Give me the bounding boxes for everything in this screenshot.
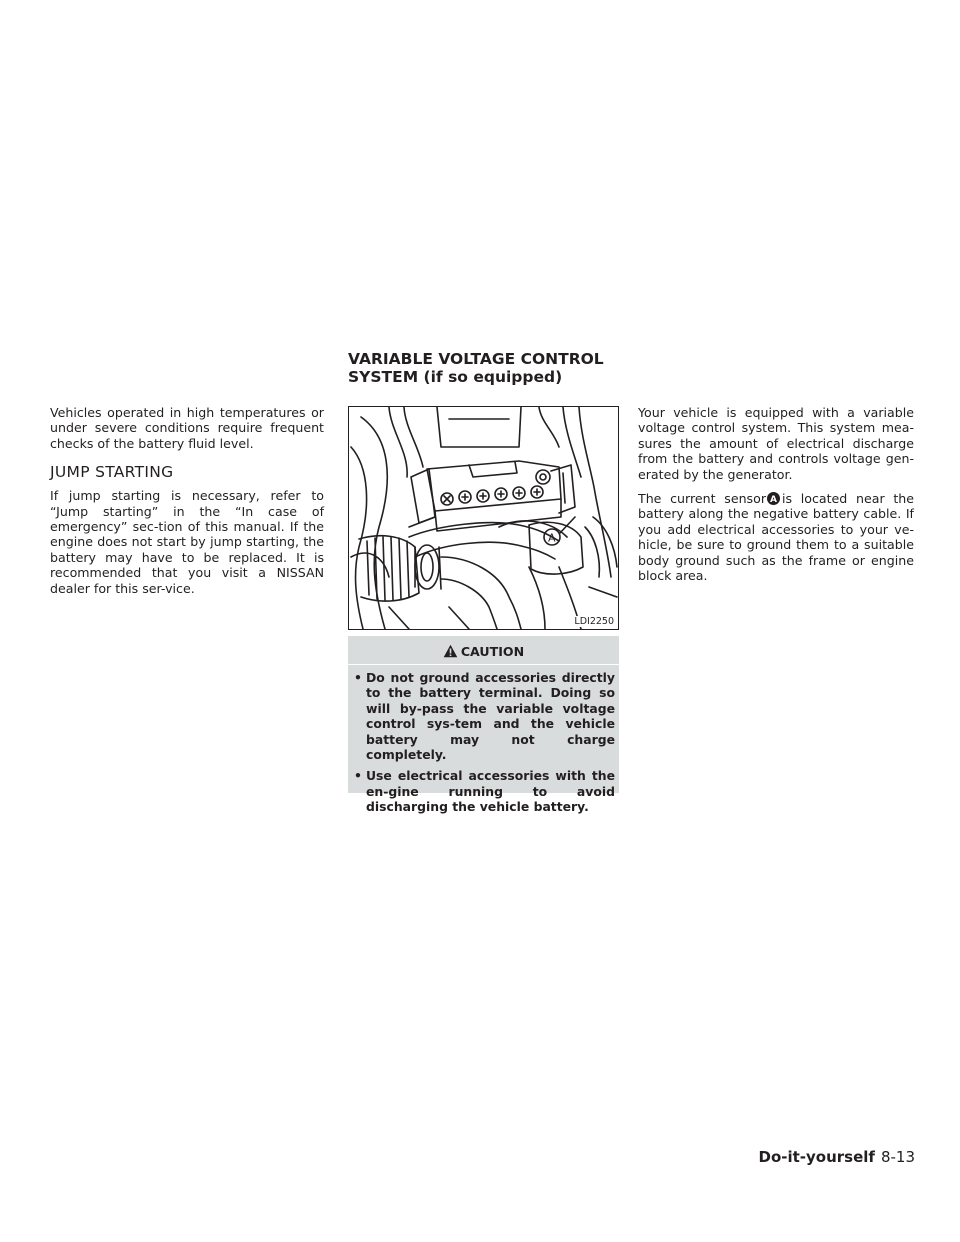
- callout-a-letter: A: [770, 495, 777, 506]
- caution-item: [354, 768, 615, 814]
- warning-triangle-icon: [443, 644, 458, 658]
- current-sensor-paragraph: [638, 491, 914, 583]
- section-heading-line1: VARIABLE VOLTAGE CONTROL: [348, 350, 604, 368]
- page-footer: [759, 1148, 916, 1166]
- caution-header: [348, 636, 619, 661]
- engine-bay-drawing: [349, 407, 618, 629]
- callout-a-icon: [767, 492, 780, 505]
- jump-starting-heading: JUMP STARTING: [50, 463, 174, 482]
- jump-starting-paragraph: If jump starting is necessary, refer to “Jump starting” in the “In case of emergency” sec-tion of this manual. If the engine does not start by jump starting, the battery may have to be replaced. It is recommended that you visit a NISSAN dealer for this ser-vice.: [50, 488, 324, 596]
- footer-page-number: 8-13: [880, 1148, 915, 1166]
- caution-item: [354, 670, 615, 762]
- variable-voltage-paragraph: Your vehicle is equipped with a variable voltage control system. This system mea-sures the amount of electrical discharge from the battery and controls voltage gen-erated by the generator.: [638, 405, 914, 482]
- current-sensor-text-start: The current sensor: [638, 491, 766, 507]
- bullet-icon: •: [354, 768, 362, 784]
- caution-item-text: Use electrical accessories with the en-gine running to avoid discharging the vehicle battery.: [366, 768, 615, 815]
- figure-callout-a: A: [548, 531, 556, 545]
- caution-list: [348, 665, 619, 815]
- footer-section-name: Do-it-yourself: [758, 1148, 875, 1166]
- caution-box: [348, 636, 619, 815]
- left-column: [50, 405, 324, 605]
- section-heading: [348, 350, 638, 386]
- current-sensor-text-end: is located near the battery along the negative battery cable. If you add electrical accessories to your ve-hicle, be sure to ground them to a suitable body ground such as the frame or engine block area.: [638, 491, 914, 584]
- engine-bay-illustration: [348, 406, 619, 630]
- caution-item-text: Do not ground accessories directly to the battery terminal. Doing so will by-pass the variable voltage control sys-tem and the vehicle battery may not charge completely.: [366, 670, 615, 763]
- bullet-icon: •: [354, 670, 362, 685]
- right-column: [638, 405, 914, 592]
- section-heading-line2: SYSTEM (if so equipped): [348, 368, 563, 386]
- figure-code: LDI2250: [574, 616, 614, 627]
- caution-title: CAUTION: [460, 643, 525, 659]
- intro-paragraph: Vehicles operated in high temperatures or under severe conditions require frequent checks of the battery fluid level.: [50, 405, 324, 451]
